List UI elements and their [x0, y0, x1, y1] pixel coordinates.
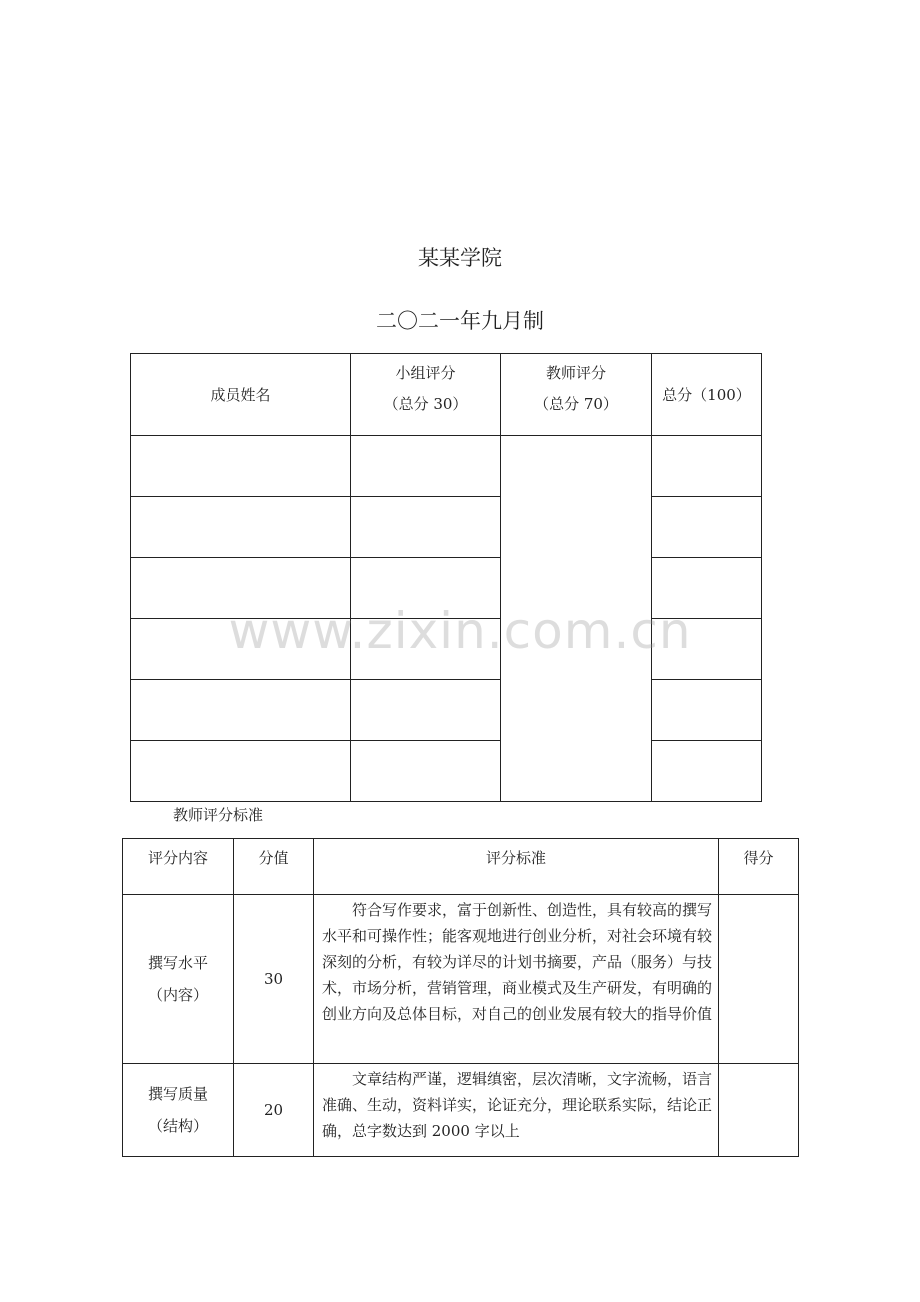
criteria-description [314, 1064, 719, 1157]
group-score-label: 小组评分 [395, 364, 456, 382]
criteria-score-cell[interactable] [719, 895, 799, 1064]
school-name: 某某学院 [418, 246, 502, 270]
criteria-table [122, 838, 799, 1157]
member-row [131, 741, 762, 802]
total-score-cell[interactable] [652, 436, 762, 497]
group-score-cell[interactable] [351, 497, 501, 558]
member-row [131, 680, 762, 741]
category-title: 撰写水平 [147, 954, 208, 972]
issue-date: 二〇二一年九月制 [376, 309, 544, 333]
total-score-cell[interactable] [652, 680, 762, 741]
group-score-cell[interactable] [351, 741, 501, 802]
criteria-points: 30 [234, 895, 314, 1064]
member-row [131, 497, 762, 558]
member-name-cell[interactable] [131, 497, 351, 558]
teacher-score-cell[interactable] [501, 436, 652, 802]
criteria-row [123, 895, 799, 1064]
criteria-row [123, 1064, 799, 1157]
header-total-score: 总分（100） [652, 354, 762, 436]
criteria-score-cell[interactable] [719, 1064, 799, 1157]
header-standard: 评分标准 [314, 839, 719, 895]
group-score-cell[interactable] [351, 680, 501, 741]
score-table-header [131, 354, 762, 436]
teacher-score-max: （总分 70） [534, 395, 618, 413]
total-score-cell[interactable] [652, 497, 762, 558]
header-member-name: 成员姓名 [131, 354, 351, 436]
watermark: www.zixin.com.cn [228, 602, 692, 660]
criteria-points: 20 [234, 1064, 314, 1157]
criteria-header-row [123, 839, 799, 895]
description-text: 符合写作要求，富于创新性、创造性，具有较高的撰写水平和可操作性；能客观地进行创业分析，对社会环境有较深刻的分析，有较为详尽的计划书摘要，产品（服务）与技术，市场分析，营销管理，商业模式及生产研发，有明确的创业方向及总体目标，对自己的创业发展有较大的指导价值 [322, 901, 713, 1023]
member-name-cell[interactable] [131, 436, 351, 497]
member-name-cell[interactable] [131, 558, 351, 619]
header-score: 得分 [719, 839, 799, 895]
group-score-cell[interactable] [351, 558, 501, 619]
member-name-cell[interactable] [131, 741, 351, 802]
criteria-category [123, 895, 234, 1064]
criteria-description [314, 895, 719, 1064]
total-score-cell[interactable] [652, 741, 762, 802]
category-subtitle: （结构） [147, 1117, 208, 1135]
criteria-category [123, 1064, 234, 1157]
header-points: 分值 [234, 839, 314, 895]
total-score-cell[interactable] [652, 619, 762, 680]
member-row [131, 436, 762, 497]
header-group-score [351, 354, 501, 436]
group-score-cell[interactable] [351, 436, 501, 497]
description-text: 文章结构严谨，逻辑缜密，层次清晰，文字流畅，语言准确、生动，资料详实，论证充分，理论联系实际，结论正确，总字数达到 2000 字以上 [322, 1070, 713, 1140]
category-subtitle: （内容） [147, 986, 208, 1004]
header-content: 评分内容 [123, 839, 234, 895]
header-teacher-score [501, 354, 652, 436]
member-row [131, 619, 762, 680]
member-row [131, 558, 762, 619]
member-score-table [130, 353, 762, 802]
criteria-caption: 教师评分标准 [173, 806, 264, 824]
total-score-cell[interactable] [652, 558, 762, 619]
category-title: 撰写质量 [147, 1085, 208, 1103]
group-score-cell[interactable] [351, 619, 501, 680]
group-score-max: （总分 30） [383, 395, 468, 413]
teacher-score-label: 教师评分 [545, 364, 606, 382]
member-name-cell[interactable] [131, 619, 351, 680]
member-name-cell[interactable] [131, 680, 351, 741]
